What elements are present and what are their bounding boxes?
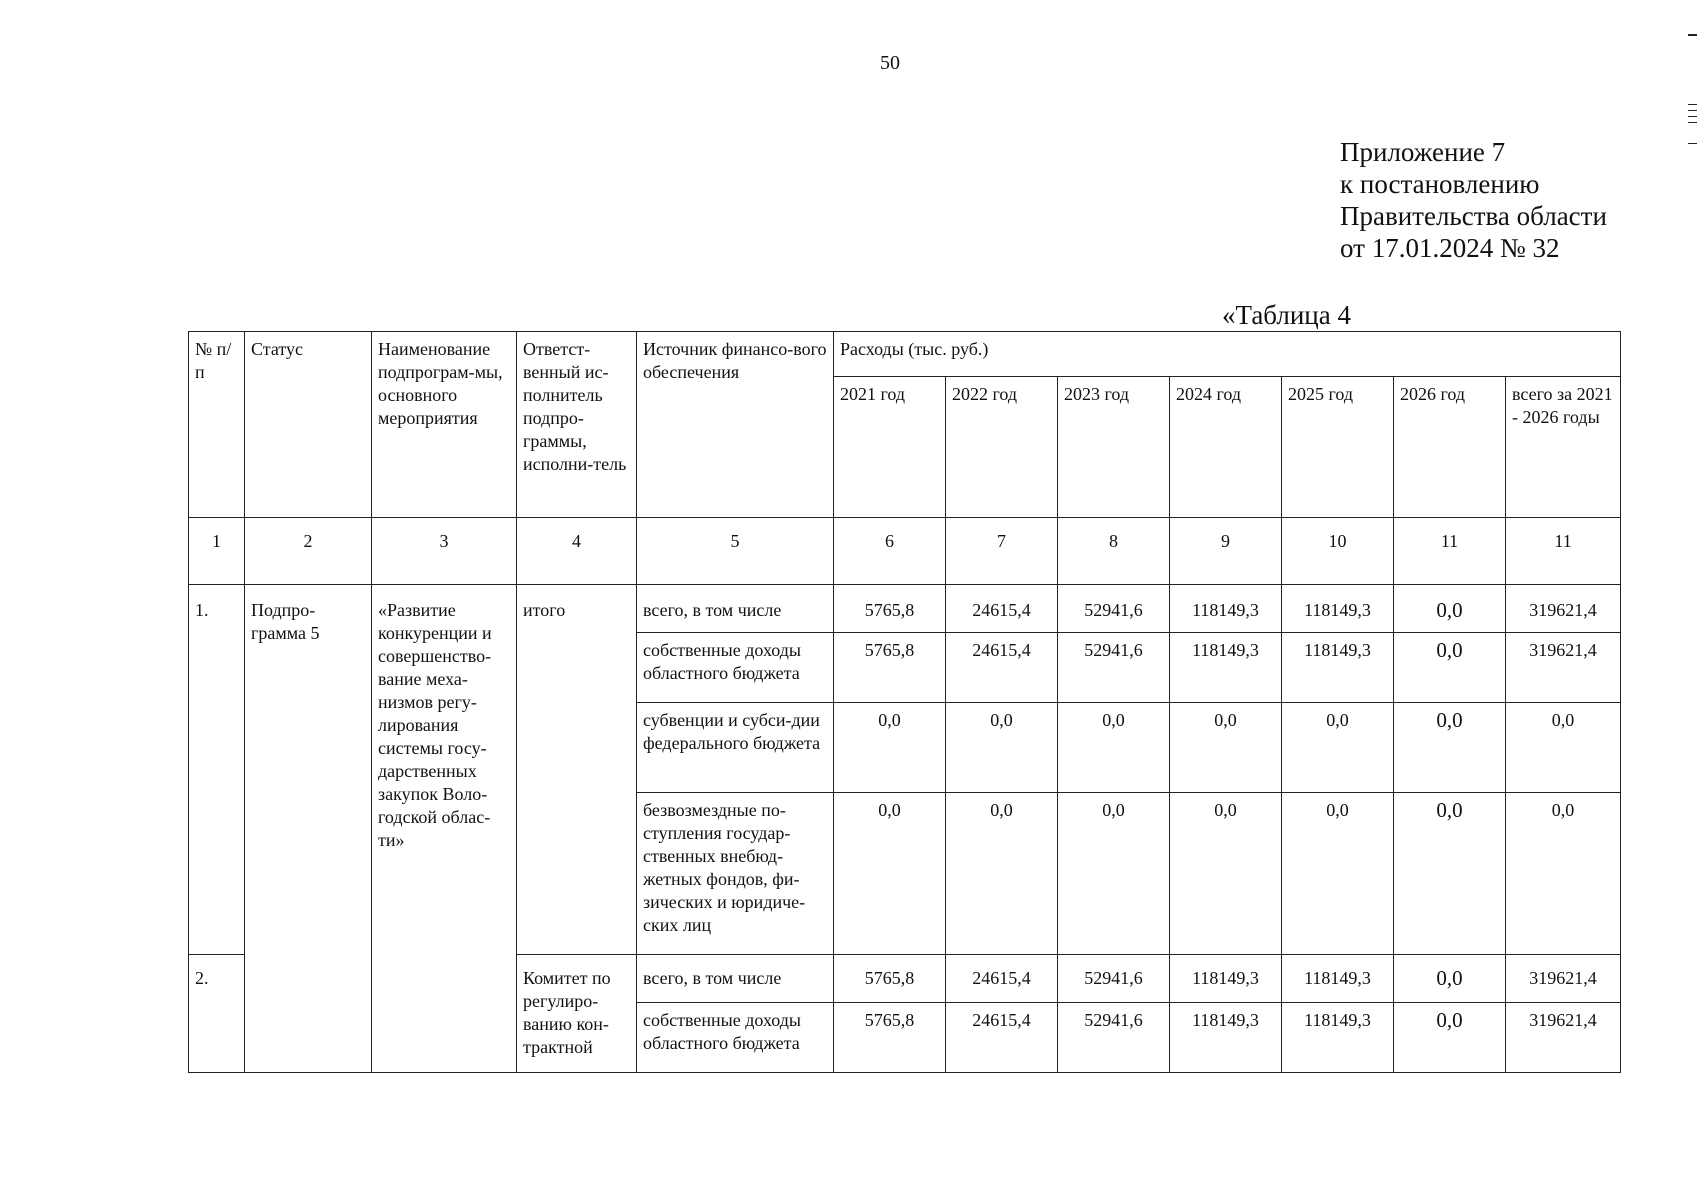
header-source: Источник финансо-вого обеспечения — [637, 332, 834, 518]
header-year: 2026 год — [1394, 377, 1506, 518]
row-executor: Комитет по регулиро-ванию кон-трактной — [517, 955, 637, 1073]
index-cell: 9 — [1170, 518, 1282, 585]
header-executor: Ответст-венный ис-полнитель подпро-граммы, исполни-тель — [517, 332, 637, 518]
header-year: 2023 год — [1058, 377, 1170, 518]
value-cell: 52941,6 — [1058, 1003, 1170, 1073]
index-cell: 11 — [1394, 518, 1506, 585]
scan-margin-mark — [1688, 116, 1697, 117]
value-cell: 0,0 — [1170, 793, 1282, 955]
value-cell: 118149,3 — [1170, 955, 1282, 1003]
header-year: 2022 год — [946, 377, 1058, 518]
row-source: субвенции и субси-дии федерального бюджета — [637, 703, 834, 793]
value-cell: 5765,8 — [834, 1003, 946, 1073]
value-cell: 0,0 — [1170, 703, 1282, 793]
value-cell: 0,0 — [834, 793, 946, 955]
value-cell: 0,0 — [946, 793, 1058, 955]
header-total: всего за 2021 - 2026 годы — [1506, 377, 1621, 518]
index-cell: 10 — [1282, 518, 1394, 585]
appendix-line-4: от 17.01.2024 № 32 — [1340, 233, 1560, 263]
index-cell: 6 — [834, 518, 946, 585]
value-total-cell: 319621,4 — [1506, 585, 1621, 633]
value-cell: 118149,3 — [1170, 633, 1282, 703]
row-source: собственные доходы областного бюджета — [637, 633, 834, 703]
index-cell: 4 — [517, 518, 637, 585]
value-cell: 0,0 — [1394, 633, 1506, 703]
index-cell: 1 — [189, 518, 245, 585]
row-number: 1. — [189, 585, 245, 955]
scan-margin-mark — [1688, 122, 1697, 123]
value-cell: 118149,3 — [1282, 1003, 1394, 1073]
value-cell: 52941,6 — [1058, 955, 1170, 1003]
value-cell: 0,0 — [1394, 955, 1506, 1003]
value-cell: 0,0 — [946, 703, 1058, 793]
value-cell: 5765,8 — [834, 585, 946, 633]
value-cell: 0,0 — [1394, 703, 1506, 793]
value-cell: 52941,6 — [1058, 585, 1170, 633]
value-cell: 118149,3 — [1170, 1003, 1282, 1073]
page-number: 50 — [880, 52, 900, 74]
row-executor: итого — [517, 585, 637, 955]
scan-margin-mark — [1688, 104, 1697, 105]
value-cell: 0,0 — [1058, 703, 1170, 793]
table-row — [189, 585, 1621, 633]
value-total-cell: 0,0 — [1506, 793, 1621, 955]
appendix-line-2: к постановлению — [1340, 169, 1540, 199]
index-row — [189, 518, 1621, 585]
value-cell: 0,0 — [1282, 703, 1394, 793]
header-year: 2021 год — [834, 377, 946, 518]
header-num: № п/п — [189, 332, 245, 518]
value-cell: 24615,4 — [946, 1003, 1058, 1073]
value-total-cell: 319621,4 — [1506, 955, 1621, 1003]
value-cell: 0,0 — [1058, 793, 1170, 955]
value-total-cell: 319621,4 — [1506, 1003, 1621, 1073]
value-cell: 5765,8 — [834, 633, 946, 703]
value-cell: 52941,6 — [1058, 633, 1170, 703]
header-year: 2024 год — [1170, 377, 1282, 518]
header-row — [189, 332, 1621, 377]
header-expenses: Расходы (тыс. руб.) — [834, 332, 1621, 377]
row-source: безвозмездные по-ступления государ-ственных внебюд-жетных фондов, фи-зических и юридиче-ских лиц — [637, 793, 834, 955]
value-cell: 118149,3 — [1170, 585, 1282, 633]
value-cell: 0,0 — [1394, 1003, 1506, 1073]
index-cell: 3 — [372, 518, 517, 585]
value-cell: 0,0 — [1282, 793, 1394, 955]
value-total-cell: 319621,4 — [1506, 633, 1621, 703]
value-cell: 0,0 — [834, 703, 946, 793]
value-total-cell: 0,0 — [1506, 703, 1621, 793]
value-cell: 24615,4 — [946, 585, 1058, 633]
scan-margin-mark — [1688, 143, 1697, 144]
scan-margin-mark — [1688, 110, 1697, 111]
index-cell: 11 — [1506, 518, 1621, 585]
value-cell: 118149,3 — [1282, 585, 1394, 633]
index-cell: 5 — [637, 518, 834, 585]
scan-margin-mark — [1688, 34, 1697, 36]
row-program-name: «Развитие конкуренции и совершенство-вание меха-низмов регу-лирования системы госу-дарственных закупок Воло-годской облас-ти» — [372, 585, 517, 1073]
index-cell: 2 — [245, 518, 372, 585]
row-status: Подпро-грамма 5 — [245, 585, 372, 1073]
budget-table — [188, 331, 1621, 1073]
appendix-line-3: Правительства области — [1340, 201, 1607, 231]
header-year: 2025 год — [1282, 377, 1394, 518]
appendix-block — [1340, 136, 1607, 264]
row-source: всего, в том числе — [637, 585, 834, 633]
value-cell: 0,0 — [1394, 793, 1506, 955]
table-caption: «Таблица 4 — [1222, 300, 1351, 330]
appendix-line-1: Приложение 7 — [1340, 137, 1506, 167]
value-cell: 24615,4 — [946, 955, 1058, 1003]
header-name: Наименование подпрограм-мы, основного мероприятия — [372, 332, 517, 518]
row-source: всего, в том числе — [637, 955, 834, 1003]
row-number: 2. — [189, 955, 245, 1073]
value-cell: 0,0 — [1394, 585, 1506, 633]
value-cell: 118149,3 — [1282, 633, 1394, 703]
value-cell: 24615,4 — [946, 633, 1058, 703]
value-cell: 5765,8 — [834, 955, 946, 1003]
header-status: Статус — [245, 332, 372, 518]
value-cell: 118149,3 — [1282, 955, 1394, 1003]
row-source: собственные доходы областного бюджета — [637, 1003, 834, 1073]
index-cell: 7 — [946, 518, 1058, 585]
index-cell: 8 — [1058, 518, 1170, 585]
